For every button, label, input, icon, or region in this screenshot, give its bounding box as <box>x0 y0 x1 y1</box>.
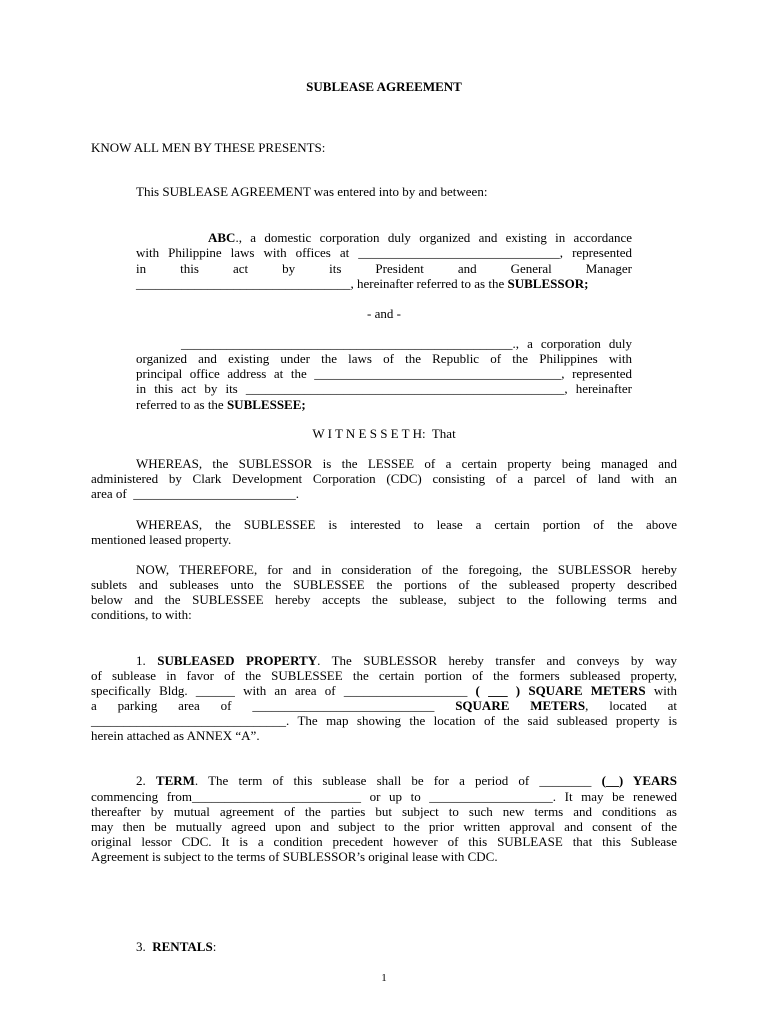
section3-heading: RENTALS <box>152 939 213 954</box>
whereas1-line3: area of _________________________. <box>91 486 299 501</box>
party1-line1-text: ., a domestic corporation duly organized and existing in accordance <box>235 230 632 245</box>
section2-line5: original lessor CDC. It is a condition precedent however of this SUBLEASE that this Sublease <box>91 834 677 849</box>
party1-name: ABC <box>208 230 236 245</box>
party2-line3: principal office address at the ______________________________________, represented <box>136 366 632 381</box>
intro-line: KNOW ALL MEN BY THESE PRESENTS: <box>91 140 326 155</box>
section1-line3-end: with <box>645 683 677 698</box>
section1-line4 <box>91 698 677 713</box>
section1-line4-text: a parking area of ____________________________ <box>91 698 456 713</box>
party1-line3: in this act by its President and General Manager <box>136 261 632 276</box>
section2-line1 <box>91 773 677 788</box>
witnesseth-heading: W I T N E S S E T H: That <box>312 426 456 441</box>
section1-number: 1. <box>136 653 146 668</box>
section2-line6: Agreement is subject to the terms of SUBLESSOR’s original lease with CDC. <box>91 849 498 864</box>
party1-line1 <box>136 230 632 245</box>
section1-line1-text: . The SUBLESSOR hereby transfer and conveys by way <box>317 653 678 668</box>
sublessor-label: SUBLESSOR; <box>507 276 589 291</box>
whereas2-line1-text: WHEREAS, the SUBLESSEE is interested to lease a certain portion of the above <box>136 517 677 532</box>
whereas2-line2: mentioned leased property. <box>91 532 232 547</box>
section1-heading: SUBLEASED PROPERTY <box>157 653 318 668</box>
section1-line4-end: , located at <box>585 698 678 713</box>
party1-line2: with Philippine laws with offices at _______________________________, represented <box>136 245 632 260</box>
section2-line1-text: . The term of this sublease shall be for a period of ________ <box>194 773 602 788</box>
party1-line4-text: _________________________________, hereinafter referred to as the <box>136 276 508 291</box>
now-line2: sublets and subleases unto the SUBLESSEE the portions of the subleased property described <box>91 577 677 592</box>
section1-line5: ______________________________. The map showing the location of the said subleased property is <box>91 713 677 728</box>
section1-line2: of sublease in favor of the SUBLESSEE the certain portion of the formers subleased property, <box>91 668 677 683</box>
now-line1 <box>91 562 677 577</box>
sublessee-label: SUBLESSEE; <box>226 397 306 412</box>
now-line3: below and the SUBLESSEE hereby accepts the sublease, subject to the following terms and <box>91 592 677 607</box>
section2-line4: may then be mutually agreed upon and subject to the prior written approval and consent of the <box>91 819 677 834</box>
document-title: SUBLEASE AGREEMENT <box>306 79 462 94</box>
section1-parking-unit: SQUARE METERS <box>455 698 586 713</box>
section1-line3 <box>91 683 677 698</box>
section3-line1 <box>136 939 216 954</box>
section3-colon: : <box>212 939 217 954</box>
party2-line2: organized and existing under the laws of the Republic of the Philippines with <box>136 351 632 366</box>
whereas1-line1-text: WHEREAS, the SUBLESSOR is the LESSEE of a certain property being managed and <box>136 456 677 471</box>
section3-number: 3. <box>136 939 146 954</box>
section2-line2: commencing from__________________________ or up to ___________________. It may be renewed <box>91 789 677 804</box>
whereas1-line2: administered by Clark Development Corporation (CDC) consisting of a parcel of land with an <box>91 471 677 486</box>
party2-line5 <box>136 397 306 412</box>
party2-line1: ___________________________________________________., a corporation duly <box>181 336 632 351</box>
section2-heading: TERM <box>155 773 195 788</box>
entered-line: This SUBLEASE AGREEMENT was entered into by and between: <box>136 184 488 199</box>
party1-line4 <box>136 276 588 291</box>
page-number: 1 <box>381 972 387 984</box>
now-line1-text: NOW, THEREFORE, for and in consideration of the foregoing, the SUBLESSOR hereby <box>136 562 677 577</box>
whereas2-line1 <box>91 517 677 532</box>
section2-line3: thereafter by mutual agreement of the parties but subject to such new terms and conditions as <box>91 804 677 819</box>
party2-line4: in this act by its _________________________________________________, hereinafter <box>136 381 632 396</box>
and-separator: - and - <box>367 306 401 321</box>
section1-line1 <box>91 653 677 668</box>
party2-line5-text: referred to as the <box>136 397 227 412</box>
section2-years: (__) YEARS <box>601 773 678 788</box>
now-line4: conditions, to with: <box>91 607 192 622</box>
section1-line6: herein attached as ANNEX “A”. <box>91 728 260 743</box>
section1-line3-text: specifically Bldg. ______ with an area of ___________________ <box>91 683 476 698</box>
section2-number: 2. <box>136 773 146 788</box>
section1-area-unit: ( ___ ) SQUARE METERS <box>475 683 646 698</box>
whereas1-line1 <box>91 456 677 471</box>
